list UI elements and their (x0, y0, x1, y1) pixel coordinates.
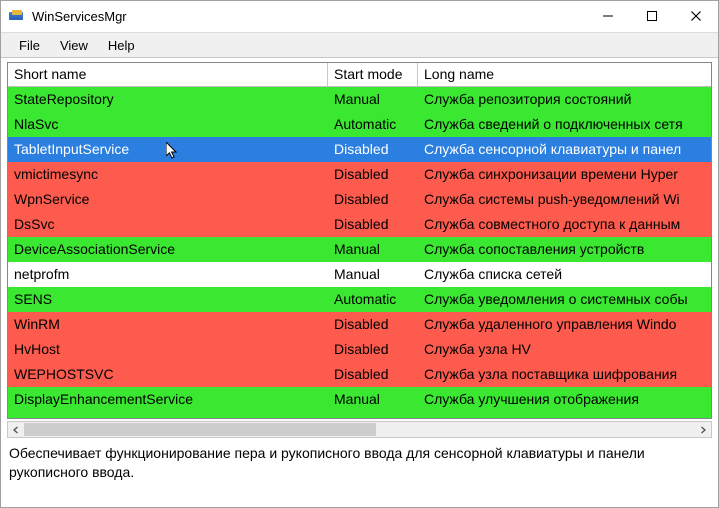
cell-long-name: Служба удаленного управления Windo (418, 312, 711, 337)
table-row[interactable] (8, 337, 711, 362)
main-content (1, 58, 718, 507)
window-controls (586, 1, 718, 31)
cell-short-name: WEPHOSTSVC (8, 362, 328, 387)
cell-start-mode: Automatic (328, 287, 418, 312)
scrollbar-track[interactable] (24, 422, 695, 437)
cell-long-name: Служба совместного доступа к данным (418, 212, 711, 237)
table-body[interactable] (8, 87, 711, 418)
table-row[interactable] (8, 362, 711, 387)
cell-long-name: Служба системы push-уведомлений Wi (418, 187, 711, 212)
window-title: WinServicesMgr (32, 8, 127, 24)
table-row[interactable] (8, 262, 711, 287)
table-row[interactable] (8, 187, 711, 212)
cell-start-mode: Disabled (328, 362, 418, 387)
cell-start-mode: Disabled (328, 212, 418, 237)
cell-short-name: SENS (8, 287, 328, 312)
column-header-short-name[interactable]: Short name (8, 63, 328, 86)
scroll-left-button[interactable] (8, 422, 24, 437)
table-row[interactable] (8, 112, 711, 137)
title-bar (1, 1, 718, 32)
close-button[interactable] (674, 1, 718, 31)
cell-start-mode: Manual (328, 262, 418, 287)
cell-short-name: DeviceAssociationService (8, 237, 328, 262)
services-table (7, 62, 712, 419)
table-row[interactable] (8, 137, 711, 162)
cell-start-mode: Manual (328, 87, 418, 112)
cell-start-mode (328, 412, 418, 418)
cell-short-name (8, 412, 328, 418)
column-header-long-name[interactable]: Long name (418, 63, 712, 86)
cell-long-name: Служба сопоставления устройств (418, 237, 711, 262)
cell-long-name: Служба узла HV (418, 337, 711, 362)
cell-short-name: vmictimesync (8, 162, 328, 187)
table-row[interactable] (8, 287, 711, 312)
table-row[interactable] (8, 312, 711, 337)
scrollbar-thumb[interactable] (24, 423, 376, 436)
horizontal-scrollbar[interactable] (7, 421, 712, 438)
column-header-start-mode[interactable]: Start mode (328, 63, 418, 86)
minimize-button[interactable] (586, 1, 630, 31)
scroll-right-button[interactable] (695, 422, 711, 437)
menu-item-file[interactable]: File (19, 37, 40, 53)
cell-long-name: Служба сведений о подключенных сетя (418, 112, 711, 137)
app-icon (9, 8, 25, 24)
menu-item-help[interactable]: Help (107, 37, 135, 53)
table-row[interactable] (8, 412, 711, 418)
cell-long-name: Служба узла поставщика шифрования (418, 362, 711, 387)
cell-long-name: Служба синхронизации времени Hyper (418, 162, 711, 187)
cell-start-mode: Manual (328, 387, 418, 412)
cell-start-mode: Manual (328, 237, 418, 262)
cell-start-mode: Disabled (328, 312, 418, 337)
table-row[interactable] (8, 87, 711, 112)
cell-start-mode: Automatic (328, 112, 418, 137)
cell-long-name: Служба сенсорной клавиатуры и панел (418, 137, 711, 162)
table-header-row (8, 63, 711, 87)
cell-short-name: TabletInputService (8, 137, 328, 162)
cell-short-name: WpnService (8, 187, 328, 212)
table-row[interactable] (8, 212, 711, 237)
maximize-button[interactable] (630, 1, 674, 31)
cell-short-name: NlaSvc (8, 112, 328, 137)
cell-start-mode: Disabled (328, 137, 418, 162)
cell-short-name: HvHost (8, 337, 328, 362)
menu-bar (1, 32, 718, 58)
table-row[interactable] (8, 237, 711, 262)
service-description: Обеспечивает функционирование пера и рукописного ввода для сенсорной клавиатуры и панели рукописного ввода. (9, 445, 645, 480)
cell-start-mode: Disabled (328, 337, 418, 362)
cell-long-name: Служба улучшения отображения (418, 387, 711, 412)
cell-long-name: Служба репозитория состояний (418, 87, 711, 112)
cell-start-mode: Disabled (328, 187, 418, 212)
table-row[interactable] (8, 162, 711, 187)
cell-short-name: DsSvc (8, 212, 328, 237)
menu-item-view[interactable]: View (59, 37, 88, 53)
cell-short-name: WinRM (8, 312, 328, 337)
cell-short-name: StateRepository (8, 87, 328, 112)
cell-long-name: Служба списка сетей (418, 262, 711, 287)
cell-long-name (418, 412, 711, 418)
cell-long-name: Служба уведомления о системных собы (418, 287, 711, 312)
cell-short-name: netprofm (8, 262, 328, 287)
cell-start-mode: Disabled (328, 162, 418, 187)
cell-short-name: DisplayEnhancementService (8, 387, 328, 412)
table-row[interactable] (8, 387, 711, 412)
